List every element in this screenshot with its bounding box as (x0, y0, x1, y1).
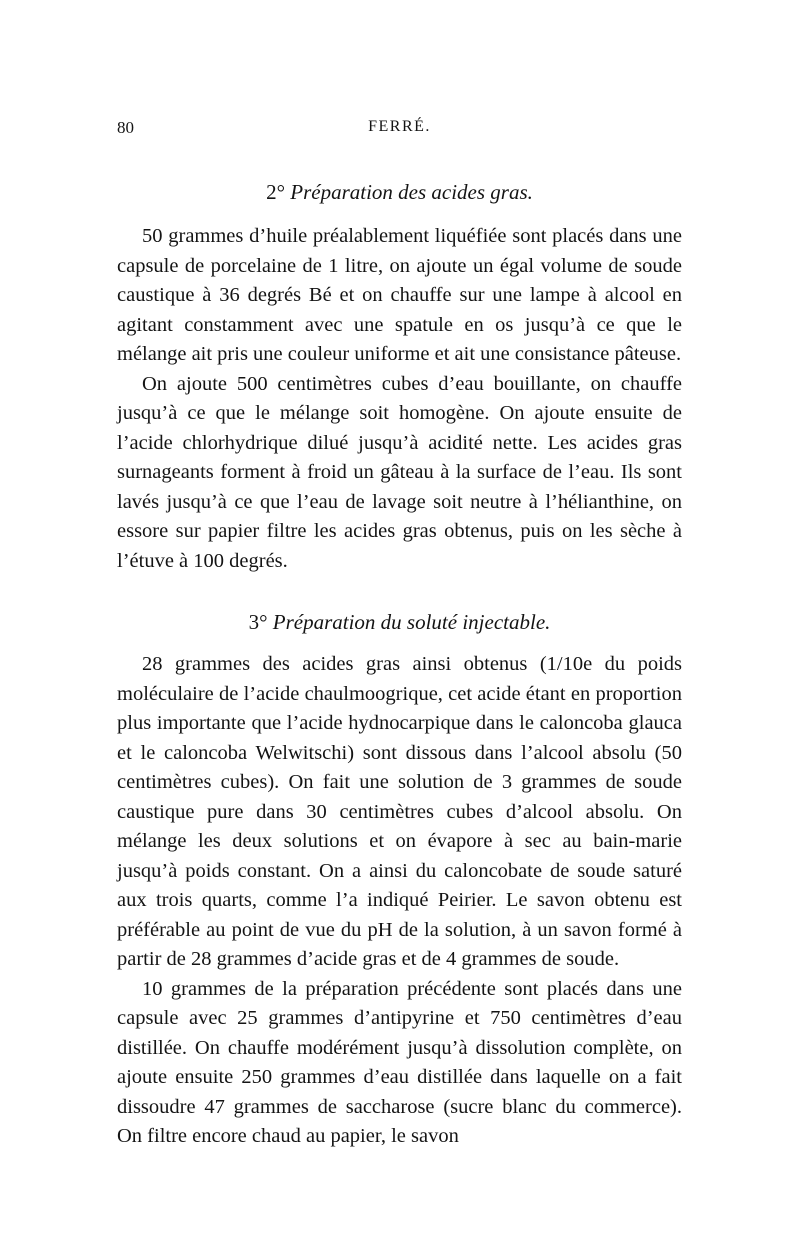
paragraph: 50 grammes d’huile préalablement liquéfiée sont placés dans une capsule de porcelaine de 1 litre, on ajoute un égal volume de soude caustique à 36 degrés Bé et on chauffe sur une lampe à alcool en agitant constamment avec une spatule en os jusqu’à ce que le mélange ait pris une couleur uniforme et ait une consistance pâteuse. (117, 225, 682, 365)
running-head-author: FERRÉ. (368, 118, 431, 135)
paragraph: 28 grammes des acides gras ainsi obtenus (1/10e du poids moléculaire de l’acide chaulmoogrique, cet acide étant en proportion plus importante que l’acide hydnocarpique dans le caloncoba glauca et le caloncoba Welwitschi) sont dissous dans l’alcool absolu (50 centimètres cubes). On fait une solution de 3 grammes de soude caustique pure dans 30 centimètres cubes d’alcool absolu. On mélange les deux solutions et on évapore à sec au bain-marie jusqu’à poids constant. On a ainsi du caloncobate de soude saturé aux trois quarts, comme l’a indiqué Peirier. Le savon obtenu est préférable au point de vue du pH de la solution, à un savon formé à partir de 28 grammes d’acide gras et de 4 grammes de soude. (117, 653, 682, 970)
section-body-fatty-acids (117, 222, 682, 576)
section-title: Préparation des acides gras. (290, 180, 533, 204)
section-title: Préparation du soluté injectable. (272, 610, 551, 634)
section-number: 3° (248, 610, 268, 634)
paragraph: 10 grammes de la préparation précédente sont placés dans une capsule avec 25 grammes d’antipyrine et 750 centimètres d’eau distillée. On chauffe modérément jusqu’à dissolution complète, on ajoute ensuite 250 grammes d’eau distillée dans laquelle on a fait dissoudre 47 grammes de saccharose (sucre blanc du commerce). On filtre encore chaud au papier, le savon (117, 977, 682, 1147)
section-number: 2° (266, 180, 285, 204)
running-head (117, 118, 682, 140)
section-body-injectable-solution (117, 650, 682, 1152)
section-heading-fatty-acids (117, 180, 682, 205)
page-number: 80 (117, 118, 134, 137)
paragraph: On ajoute 500 centimètres cubes d’eau bouillante, on chauffe jusqu’à ce que le mélange soit homogène. On ajoute ensuite de l’acide chlorhydrique dilué jusqu’à acidité nette. Les acides gras surnageants forment à froid un gâteau à la surface de l’eau. Ils sont lavés jusqu’à ce que l’eau de lavage soit neutre à l’hélianthine, on essore sur papier filtre les acides gras obtenus, puis on les sèche à l’étuve à 100 degrés. (117, 372, 682, 572)
section-heading-injectable-solution (117, 610, 682, 635)
